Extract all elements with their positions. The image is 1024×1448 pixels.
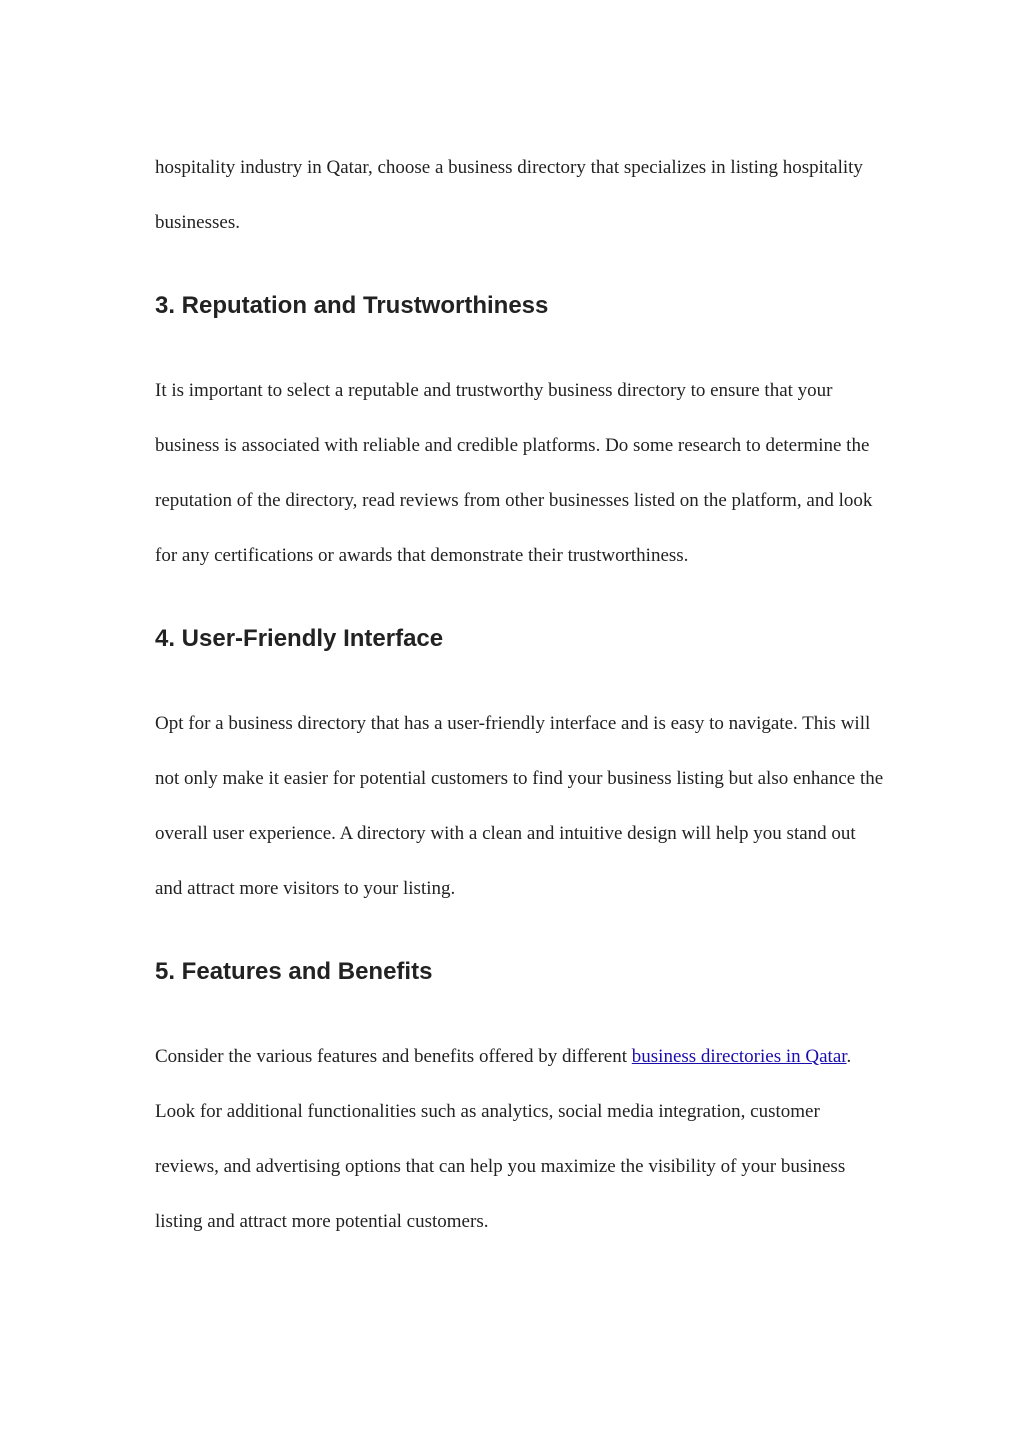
paragraph-reputation: It is important to select a reputable and trustworthy business directory to ensure that your business is associated with reliable and credible platforms. Do some research to determine the reputation of the directory, read reviews from other businesses listed on the platform, and look for any certifications or awards that demonstrate their trustworthiness.	[155, 380, 873, 566]
intro-paragraph: hospitality industry in Qatar, choose a business directory that specializes in listing hospitality businesses.	[155, 157, 863, 233]
heading-reputation: 3. Reputation and Trustworthiness	[155, 292, 549, 319]
paragraph-features-text-after: . Look for additional functionalities such as analytics, social media integration, customer reviews, and advertising options that can help you maximize the visibility of your business listing and attract more potential customers.	[155, 1046, 852, 1232]
paragraph-features-text-before: Consider the various features and benefits offered by different	[155, 1046, 632, 1067]
business-directories-link[interactable]: business directories in Qatar	[631, 1046, 847, 1067]
paragraph-features	[155, 1029, 885, 1249]
document-page	[155, 140, 885, 1249]
heading-user-friendly: 4. User-Friendly Interface	[155, 625, 444, 652]
heading-features: 5. Features and Benefits	[155, 958, 433, 985]
paragraph-user-friendly: Opt for a business directory that has a user-friendly interface and is easy to navigate. This will not only make it easier for potential customers to find your business listing but also enhance the overall user experience. A directory with a clean and intuitive design will help you stand out and attract more visitors to your listing.	[155, 713, 884, 899]
